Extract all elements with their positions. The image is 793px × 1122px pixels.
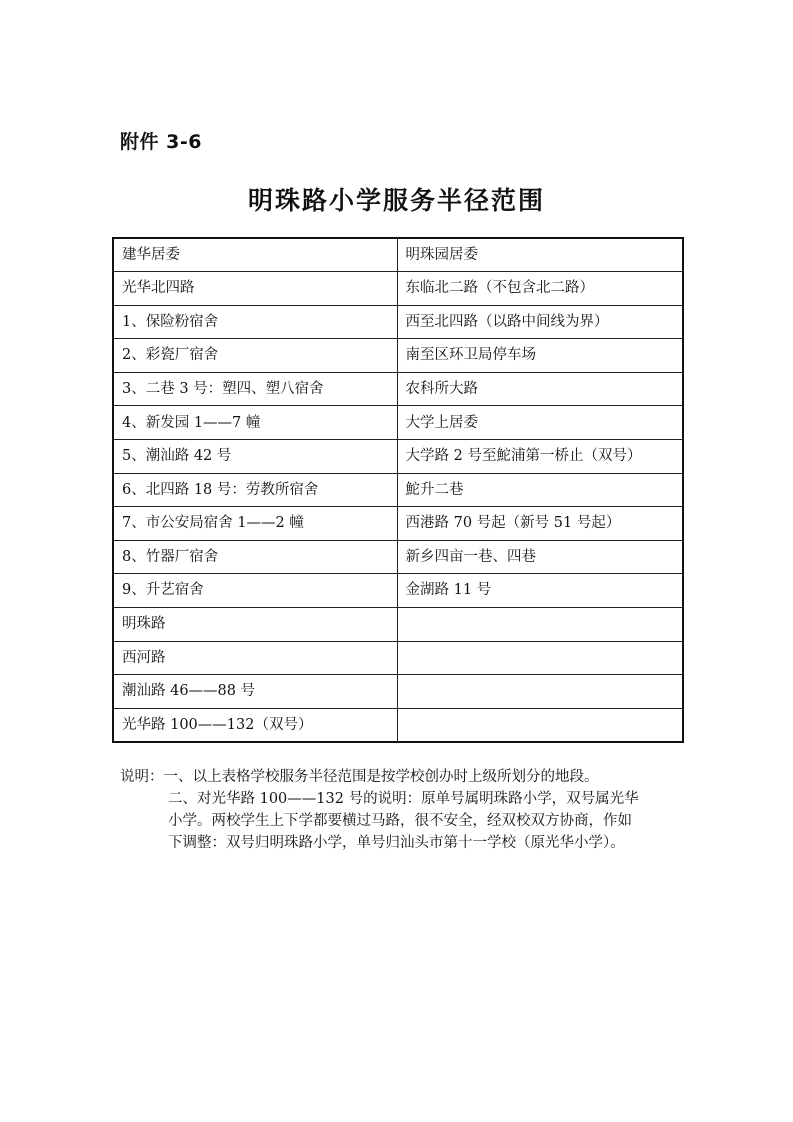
table-cell: 光华北四路 xyxy=(113,272,397,306)
table-cell: 农科所大路 xyxy=(397,372,683,406)
table-cell: 金湖路 11 号 xyxy=(397,574,683,608)
table-cell: 2、彩瓷厂宿舍 xyxy=(113,339,397,373)
table-row xyxy=(113,440,683,474)
table-cell-empty xyxy=(397,675,683,709)
table-cell: 3、二巷 3 号：塑四、塑八宿舍 xyxy=(113,372,397,406)
table-cell: 建华居委 xyxy=(113,238,397,272)
table-cell: 光华路 100——132（双号） xyxy=(113,708,397,742)
table-row xyxy=(113,507,683,541)
table-row xyxy=(113,238,683,272)
table-cell: 东临北二路（不包含北二路） xyxy=(397,272,683,306)
notes-section xyxy=(120,766,680,854)
table-cell-empty xyxy=(397,608,683,642)
note-line-4: 下调整：双号归明珠路小学，单号归汕头市第十一学校（原光华小学）。 xyxy=(168,835,625,851)
table-cell: 明珠园居委 xyxy=(397,238,683,272)
table-cell: 6、北四路 18 号：劳教所宿舍 xyxy=(113,473,397,507)
table-cell: 鮀升二巷 xyxy=(397,473,683,507)
service-range-table xyxy=(112,237,684,743)
note-line-3: 小学。两校学生上下学都要横过马路，很不安全，经双校双方协商，作如 xyxy=(168,813,632,829)
table-cell: 西河路 xyxy=(113,641,397,675)
table-cell: 西至北四路（以路中间线为界） xyxy=(397,305,683,339)
table-row xyxy=(113,641,683,675)
table-cell: 7、市公安局宿舍 1——2 幢 xyxy=(113,507,397,541)
table-row xyxy=(113,473,683,507)
table-cell-empty xyxy=(397,708,683,742)
table-cell: 新乡四亩一巷、四巷 xyxy=(397,540,683,574)
table-cell: 西港路 70 号起（新号 51 号起） xyxy=(397,507,683,541)
table-row xyxy=(113,372,683,406)
table-cell: 9、升艺宿舍 xyxy=(113,574,397,608)
note-line-2: 二、对光华路 100——132 号的说明：原单号属明珠路小学，双号属光华 xyxy=(168,791,639,807)
table-row xyxy=(113,272,683,306)
table-row xyxy=(113,608,683,642)
table-row xyxy=(113,540,683,574)
table-row xyxy=(113,305,683,339)
table-row xyxy=(113,406,683,440)
table-cell: 大学路 2 号至鮀浦第一桥止（双号） xyxy=(397,440,683,474)
table-cell: 5、潮汕路 42 号 xyxy=(113,440,397,474)
table-cell: 8、竹器厂宿舍 xyxy=(113,540,397,574)
table-cell: 4、新发园 1——7 幢 xyxy=(113,406,397,440)
attachment-label: 附件 3-6 xyxy=(120,131,202,153)
document-title: 明珠路小学服务半径范围 xyxy=(247,186,545,215)
table-row xyxy=(113,574,683,608)
table-cell: 南至区环卫局停车场 xyxy=(397,339,683,373)
table-cell-empty xyxy=(397,641,683,675)
table-cell: 明珠路 xyxy=(113,608,397,642)
table-cell: 1、保险粉宿舍 xyxy=(113,305,397,339)
table-row xyxy=(113,675,683,709)
table-row xyxy=(113,708,683,742)
note-line-1: 说明：一、以上表格学校服务半径范围是按学校创办时上级所划分的地段。 xyxy=(120,769,599,785)
table-row xyxy=(113,339,683,373)
table-cell: 大学上居委 xyxy=(397,406,683,440)
table-cell: 潮汕路 46——88 号 xyxy=(113,675,397,709)
